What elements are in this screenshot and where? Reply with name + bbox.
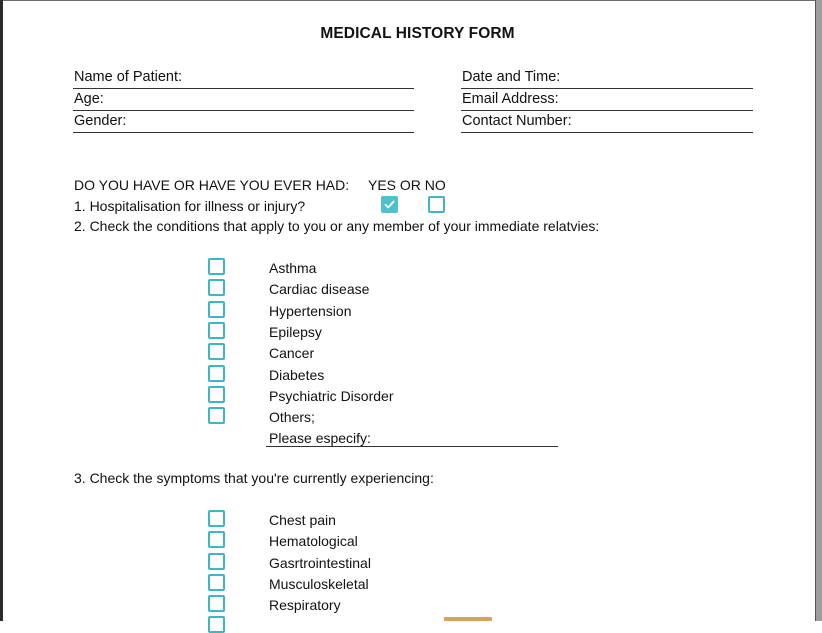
symptom-label-hematological: Hematological (269, 533, 358, 549)
question-intro: DO YOU HAVE OR HAVE YOU EVER HAD: (74, 177, 350, 193)
condition-label-cardiac-disease: Cardiac disease (269, 281, 370, 297)
q1-no-checkbox[interactable] (428, 196, 445, 213)
condition-checkbox-hypertension[interactable] (208, 301, 225, 318)
form-title: MEDICAL HISTORY FORM (320, 25, 515, 42)
symptom-label-chest-pain: Chest pain (269, 512, 336, 528)
specify-input-line[interactable] (266, 446, 558, 447)
condition-label-asthma: Asthma (269, 260, 317, 276)
patient-name-label: Name of Patient: (74, 69, 182, 85)
scrollbar-track[interactable] (816, 0, 822, 621)
page-left-edge (0, 0, 3, 621)
condition-checkbox-cardiac-disease[interactable] (208, 279, 225, 296)
q1-yes-checkbox[interactable] (381, 196, 398, 213)
symptom-checkbox-partial[interactable] (208, 616, 225, 633)
condition-label-psychiatric-disorder: Psychiatric Disorder (269, 388, 394, 404)
condition-label-diabetes: Diabetes (269, 367, 325, 383)
specify-label: Please especify: (269, 430, 371, 446)
q1-text: 1. Hospitalisation for illness or injury? (74, 198, 306, 214)
condition-label-hypertension: Hypertension (269, 303, 352, 319)
symptom-label-musculoskeletal: Musculoskeletal (269, 576, 369, 592)
age-field[interactable] (73, 89, 414, 111)
symptom-label-gastrointestinal: Gasrtrointestinal (269, 555, 371, 571)
symptom-label-respiratory: Respiratory (269, 597, 341, 613)
contact-number-field[interactable] (461, 111, 753, 133)
contact-number-label: Contact Number: (462, 113, 572, 129)
symptom-checkbox-hematological[interactable] (208, 531, 225, 548)
page-bottom-marker (444, 617, 492, 621)
condition-label-others: Others; (269, 409, 315, 425)
condition-checkbox-epilepsy[interactable] (208, 322, 225, 339)
patient-name-field[interactable] (73, 67, 414, 89)
symptom-checkbox-gastrointestinal[interactable] (208, 553, 225, 570)
gender-field[interactable] (73, 111, 414, 133)
symptom-checkbox-chest-pain[interactable] (208, 510, 225, 527)
gender-label: Gender: (74, 113, 127, 129)
age-label: Age: (74, 91, 104, 107)
condition-label-cancer: Cancer (269, 345, 315, 361)
q2-text: 2. Check the conditions that apply to you or any member of your immediate relatvies: (74, 218, 600, 234)
condition-checkbox-asthma[interactable] (208, 258, 225, 275)
condition-checkbox-psychiatric-disorder[interactable] (208, 386, 225, 403)
email-label: Email Address: (462, 91, 559, 107)
yes-or-no-label: YES OR NO (368, 177, 446, 193)
condition-checkbox-diabetes[interactable] (208, 365, 225, 382)
email-field[interactable] (461, 89, 753, 111)
symptom-checkbox-respiratory[interactable] (208, 595, 225, 612)
condition-checkbox-cancer[interactable] (208, 343, 225, 360)
q3-text: 3. Check the symptoms that you're currently experiencing: (74, 470, 434, 486)
symptom-checkbox-musculoskeletal[interactable] (208, 574, 225, 591)
condition-label-epilepsy: Epilepsy (269, 324, 322, 340)
condition-checkbox-others[interactable] (208, 407, 225, 424)
checkmark-icon (384, 199, 395, 210)
date-time-label: Date and Time: (462, 69, 561, 85)
page-top-edge (0, 0, 822, 1)
date-time-field[interactable] (461, 67, 753, 89)
